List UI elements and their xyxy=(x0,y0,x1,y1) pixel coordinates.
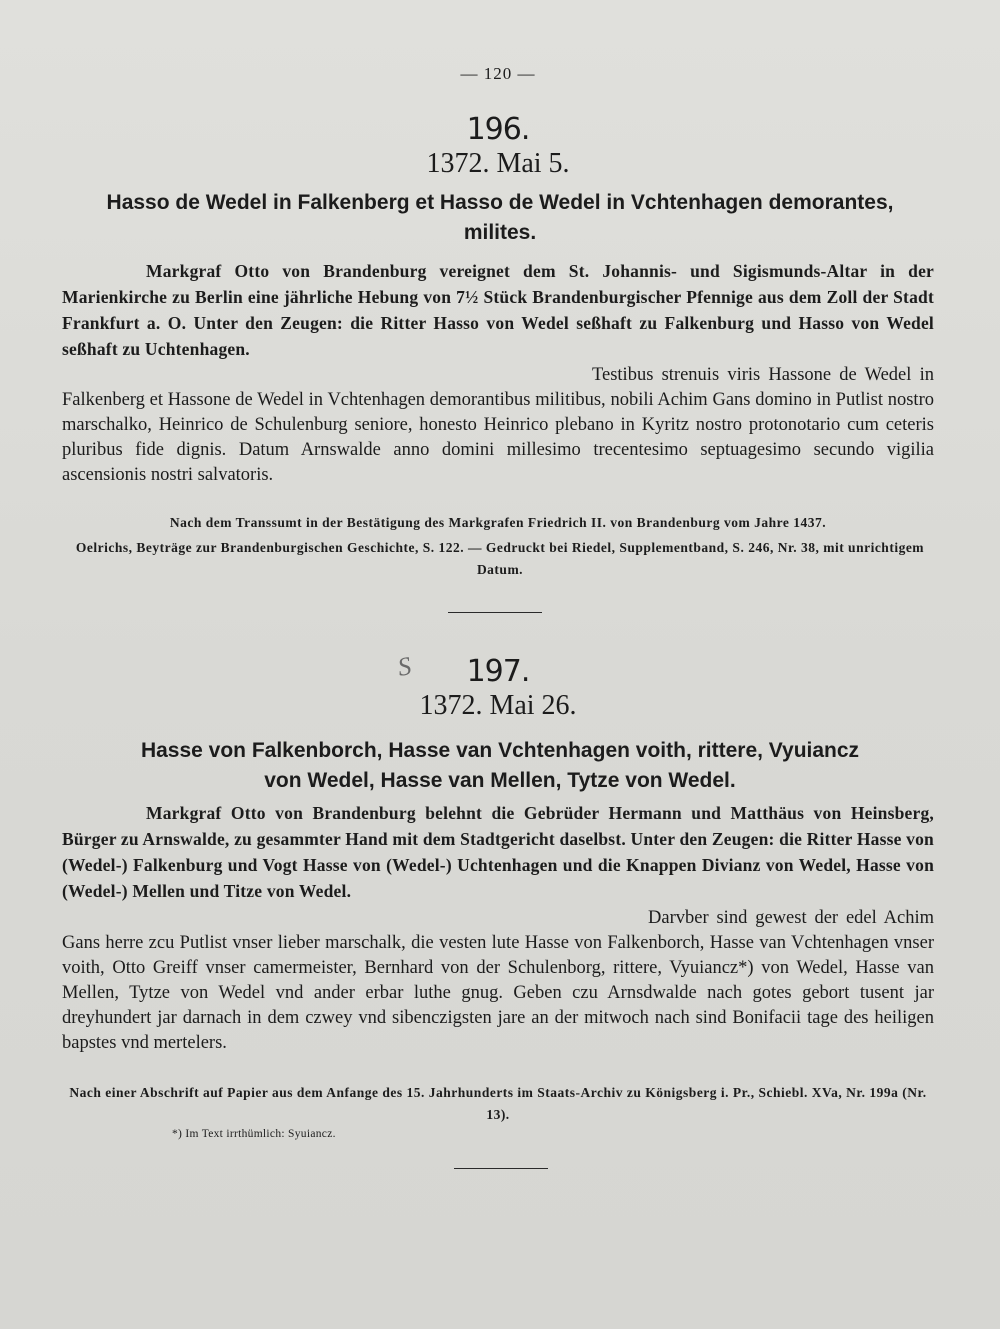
entry-regest: Markgraf Otto von Brandenburg vereignet dem St. Johannis- und Sigismunds-Altar in der Marienkirche zu Berlin eine jährliche Hebung von 7½ Stück Brandenburgischer Pfennige aus dem Zoll der Stadt Frankfurt a. O. Unter den Zeugen: die Ritter Hasso von Wedel seßhaft zu Falkenburg und Hasso von Wedel seßhaft zu Uchtenhagen. xyxy=(62,261,934,359)
entry-text: Testibus strenuis viris Hassone de Wedel in Falkenberg et Hassone de Wedel in Vchtenhagen demorantibus militibus, nobili Achim Gans domino in Putlist nostro marschalko, Heinrico de Schulenburg seniore, honesto Heinrico plebano in Kyritz nostro protonotario cum ceteris pluribus fide dignis. Datum Arnswalde anno domini millesimo trecentesimo septuagesimo secundo vigilia ascensionis nostri salvatoris. xyxy=(62,365,934,485)
entry-title: Hasse von Falkenborch, Hasse van Vchtenhagen voith, rittere, Vyuiancz von Wedel, Hasse van Mellen, Tytze von Wedel. xyxy=(140,739,860,792)
entry-date: 1372. Mai 5. xyxy=(426,148,570,179)
entry-source-1: Nach dem Transsumt in der Bestätigung des Markgrafen Friedrich II. von Brandenburg vom Jahre 1437. xyxy=(169,515,827,530)
entry-source-2: Oelrichs, Beyträge zur Brandenburgischen Geschichte, S. 122. — Gedruckt bei Riedel, Supplementband, S. 246, Nr. 38, mit unrichtigem Datum. xyxy=(75,540,925,577)
entry-number: 197. xyxy=(466,654,530,689)
footnote: *) Im Text irrthümlich: Syuiancz. xyxy=(172,1128,336,1140)
entry-regest: Markgraf Otto von Brandenburg belehnt die Gebrüder Hermann und Matthäus von Heinsberg, Bürger zu Arnswalde, zu gesammter Hand mit dem Stadtgericht daselbst. Unter den Zeugen: die Ritter Hasse von (Wedel-) Falkenburg und Vogt Hasse von (Wedel-) Uchtenhagen und die Knappen Divianz von Wedel, Hasse von (Wedel-) Mellen und Titze von Wedel. xyxy=(62,803,934,901)
entry-text: Darvber sind gewest der edel Achim Gans herre zcu Putlist vnser lieber marschalk, die vesten lute Hasse von Falkenborch, Hasse van Vchtenhagen vnser voith, Otto Greiff vnser camermeister, Bernhard von der Schulenborg, rittere, Vyuiancz*) von Wedel, Hasse van Mellen, Tytze von Wedel vnd ander erbar luthe gnug. Geben czu Arnsdwalde nach gotes gebort tusent jar dreyhundert jar darnach in dem czwey vnd sibenczigsten jare an der mitwoch nach sind Bonifacii tage des heiligen bapstes vnd mertelers. xyxy=(62,908,934,1053)
section-divider xyxy=(448,612,542,613)
entry-title: Hasso de Wedel in Falkenberg et Hasso de Wedel in Vchtenhagen demorantes, milites. xyxy=(106,191,894,244)
page-number: — 120 — xyxy=(460,64,536,83)
entry-source-1: Nach einer Abschrift auf Papier aus dem Anfange des 15. Jahrhunderts im Staats-Archiv zu Königsberg i. Pr., Schiebl. XVa, Nr. 199a (Nr. 13). xyxy=(69,1085,927,1122)
pencil-mark: S xyxy=(395,651,414,682)
entry-number: 196. xyxy=(466,112,530,147)
end-divider xyxy=(454,1168,548,1169)
entry-date: 1372. Mai 26. xyxy=(419,690,577,721)
